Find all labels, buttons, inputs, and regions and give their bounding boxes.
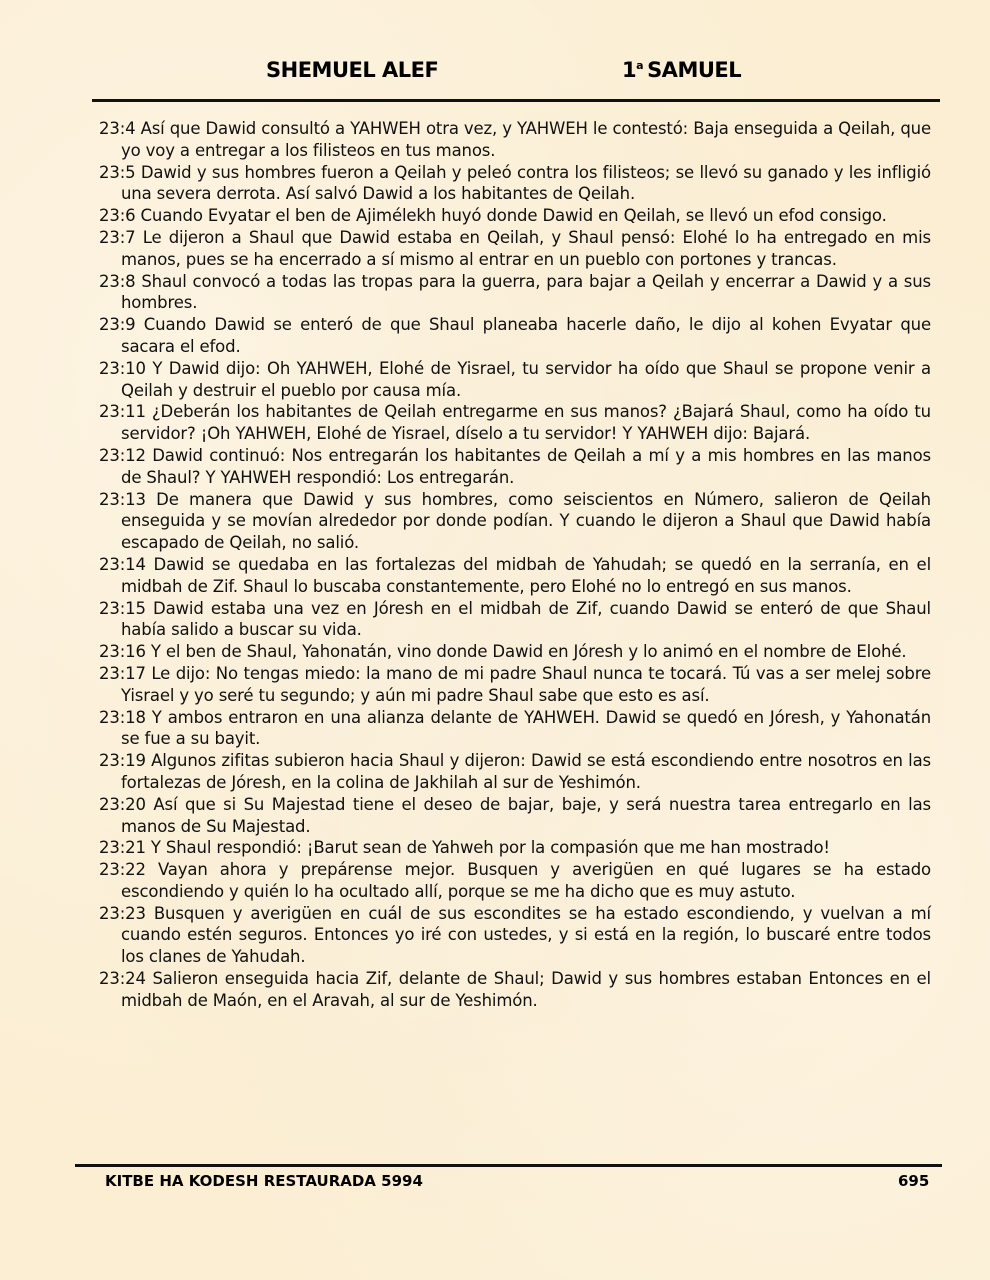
book-title-hebrew: SHEMUEL ALEF (266, 58, 439, 82)
verse: 23:4 Así que Dawid consultó a YAHWEH otra vez, y YAHWEH le contestó: Baja enseguida a Qeilah, que yo voy a entregar a los filisteos en tus manos. (99, 119, 931, 160)
verse: 23:23 Busquen y averigüen en cuál de sus escondites se ha estado escondiendo, y vuelvan a mí cuando estén seguros. Entonces yo iré con ustedes, y si está en la región, lo buscaré entre todos los clanes de Yahudah. (99, 903, 931, 967)
verse: 23:17 Le dijo: No tengas miedo: la mano de mi padre Shaul nunca te tocará. Tú vas a ser melej sobre Yisrael y yo seré tu segundo; y aún mi padre Shaul sabe que esto es así. (99, 663, 931, 705)
verse: 23:12 Dawid continuó: Nos entregarán los habitantes de Qeilah a mí y a mis hombres en las manos de Shaul? Y YAHWEH respondió: Los entregarán. (99, 445, 931, 487)
verse: 23:6 Cuando Evyatar el ben de Ajimélekh huyó donde Dawid en Qeilah, se llevó un efod consigo. (99, 206, 887, 226)
book-name: SAMUEL (647, 58, 742, 82)
book-number-superscript: a (636, 59, 644, 72)
verse: 23:9 Cuando Dawid se enteró de que Shaul planeaba hacerle daño, le dijo al kohen Evyatar que sacara el efod. (99, 315, 931, 356)
verse: 23:13 De manera que Dawid y sus hombres, como seiscientos en Número, salieron de Qeilah enseguida y se movían alrededor por donde podían. Y cuando le dijeron a Shaul que Dawid había escapado de Qeilah, no salió. (99, 489, 931, 553)
verse: 23:14 Dawid se quedaba en las fortalezas del midbah de Yahudah; se quedó en la serranía, en el midbah de Zif. Shaul lo buscaba constantemente, pero Elohé no lo entregó en sus manos. (99, 554, 931, 596)
book-title-spanish (622, 58, 741, 82)
book-number: 1 (622, 58, 637, 82)
verse: 23:15 Dawid estaba una vez en Jóresh en el midbah de Zif, cuando Dawid se enteró de que Shaul había salido a buscar su vida. (99, 598, 931, 640)
verse: 23:7 Le dijeron a Shaul que Dawid estaba en Qeilah, y Shaul pensó: Elohé lo ha entregado en mis manos, pues se ha encerrado a sí mismo al entrar en un pueblo con portones y trancas. (99, 227, 931, 269)
verse: 23:20 Así que si Su Majestad tiene el deseo de bajar, baje, y será nuestra tarea entregarlo en las manos de Su Majestad. (99, 794, 931, 836)
verse: 23:22 Vayan ahora y prepárense mejor. Busquen y averigüen en qué lugares se ha estado escondiendo y quién lo ha ocultado allí, porque se me ha dicho que es muy astuto. (99, 860, 931, 901)
page-number: 695 (898, 1172, 930, 1190)
verse: 23:8 Shaul convocó a todas las tropas para la guerra, para bajar a Qeilah y encerrar a Dawid y a sus hombres. (99, 271, 931, 313)
verse: 23:24 Salieron enseguida hacia Zif, delante de Shaul; Dawid y sus hombres estaban Entonces en el midbah de Maón, en el Aravah, al sur de Yeshimón. (99, 969, 931, 1010)
page-header (0, 58, 990, 90)
verse: 23:5 Dawid y sus hombres fueron a Qeilah y peleó contra los filisteos; se llevó su ganado y les infligió una severa derrota. Así salvó Dawid a los habitantes de Qeilah. (99, 162, 931, 204)
verse: 23:10 Y Dawid dijo: Oh YAHWEH, Elohé de Yisrael, tu servidor ha oído que Shaul se propone venir a Qeilah y destruir el pueblo por causa mía. (99, 358, 931, 400)
verse: 23:19 Algunos zifitas subieron hacia Shaul y dijeron: Dawid se está escondiendo entre nosotros en las fortalezas de Jóresh, en la colina de Jakhilah al sur de Yeshimón. (99, 751, 931, 792)
footer-edition-title: KITBE HA KODESH RESTAURADA 5994 (105, 1172, 423, 1190)
footer-rule (75, 1164, 942, 1167)
verse: 23:18 Y ambos entraron en una alianza delante de YAHWEH. Dawid se quedó en Jóresh, y Yahonatán se fue a su bayit. (99, 707, 931, 749)
verse: 23:21 Y Shaul respondió: ¡Barut sean de Yahweh por la compasión que me han mostrado! (99, 838, 830, 858)
verse: 23:11 ¿Deberán los habitantes de Qeilah entregarme en sus manos? ¿Bajará Shaul, como ha oído tu servidor? ¡Oh YAHWEH, Elohé de Yisrael, díselo a tu servidor! Y YAHWEH dijo: Bajará. (99, 402, 931, 444)
verse-list (99, 118, 931, 1012)
header-rule (92, 99, 940, 102)
verse: 23:16 Y el ben de Shaul, Yahonatán, vino donde Dawid en Jóresh y lo animó en el nombre de Elohé. (99, 642, 907, 662)
